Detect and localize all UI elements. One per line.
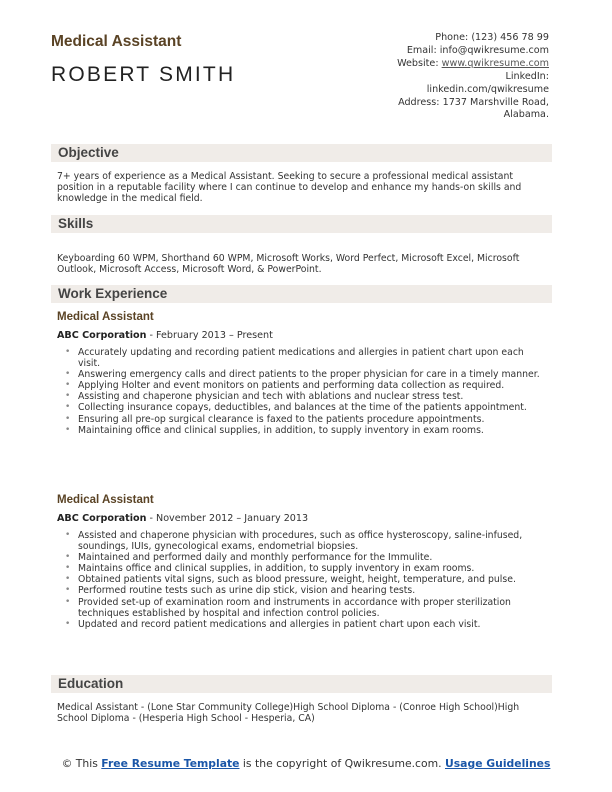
website-label: Website: xyxy=(397,57,439,69)
list-item: • Ensuring all pre-op surgical clearance is faxed to the patients procedure appointments. xyxy=(65,414,547,425)
job-1-bullet-list xyxy=(65,347,547,436)
address-line2: Alabama. xyxy=(503,109,549,121)
skills-heading: Skills xyxy=(58,216,94,231)
job-2-role: Medical Assistant xyxy=(57,494,154,506)
job-2-dates: - November 2012 – January 2013 xyxy=(146,513,309,524)
linkedin-label: LinkedIn: xyxy=(505,70,549,82)
list-item: • Maintained and performed daily and monthly performance for the Immulite. xyxy=(65,552,547,563)
job-1-company: ABC Corporation xyxy=(57,330,147,341)
job-1-employer xyxy=(57,330,273,341)
contact-email xyxy=(289,45,549,58)
objective-section-header xyxy=(51,144,552,162)
experience-heading: Work Experience xyxy=(58,286,168,301)
list-item: • Accurately updating and recording patient medications and allergies in patient chart upon each visit. xyxy=(65,347,547,369)
job-2-company: ABC Corporation xyxy=(57,513,147,524)
list-item: • Assisted and chaperone physician with procedures, such as office hysteroscopy, saline-infused, soundings, IUIs, gynecological exams, endometrial biopsies. xyxy=(65,530,547,552)
usage-guidelines-link[interactable]: Usage Guidelines xyxy=(444,757,551,770)
email-label: Email: xyxy=(406,44,437,56)
experience-section-header xyxy=(51,285,552,303)
contact-phone xyxy=(289,32,549,45)
list-item: • Obtained patients vital signs, such as blood pressure, weight, height, temperature, and pulse. xyxy=(65,574,547,585)
list-item: • Maintaining office and clinical supplies, in addition, to supply inventory in exam rooms. xyxy=(65,425,547,436)
list-item: • Updated and record patient medications and allergies in patient chart upon each visit. xyxy=(65,619,547,630)
website-link[interactable]: www.qwikresume.com xyxy=(441,57,549,69)
contact-address xyxy=(289,97,549,110)
list-item: • Provided set-up of examination room and instruments in accordance with proper sterilization techniques established by hospital and infection control policies. xyxy=(65,597,547,619)
education-text: Medical Assistant - (Lone Star Community College)High School Diploma - (Conroe High School)High School Diploma - (Hesperia High School - Hesperia, CA) xyxy=(57,702,520,725)
copyright-footer xyxy=(0,757,612,770)
free-resume-template-link[interactable]: Free Resume Template xyxy=(101,757,240,770)
footer-prefix: © This xyxy=(61,757,102,770)
skills-text: Keyboarding 60 WPM, Shorthand 60 WPM, Microsoft Works, Word Perfect, Microsoft Excel, Microsoft Outlook, Microsoft Access, Microsoft Word, & PowerPoint. xyxy=(57,253,520,276)
list-item: • Answering emergency calls and direct patients to the proper physician for care in a timely manner. xyxy=(65,369,547,380)
header-job-title: Medical Assistant xyxy=(51,33,182,50)
list-item: • Maintains office and clinical supplies, in addition, to supply inventory in exam rooms. xyxy=(65,563,547,574)
contact-block xyxy=(289,32,549,122)
address-label: Address: xyxy=(398,96,440,108)
job-1-role: Medical Assistant xyxy=(57,311,154,323)
job-2-employer xyxy=(57,513,308,524)
linkedin-value: linkedin.com/qwikresume xyxy=(426,83,549,95)
job-2-bullet-list xyxy=(65,530,547,630)
phone-value: (123) 456 78 99 xyxy=(471,32,549,43)
education-section-header xyxy=(51,675,552,693)
job-1-dates: - February 2013 – Present xyxy=(146,330,273,341)
candidate-name: ROBERT SMITH xyxy=(51,63,236,86)
list-item: • Collecting insurance copays, deductibles, and balances at the time of the patients appointment. xyxy=(65,402,547,413)
address-line1: 1737 Marshville Road, xyxy=(442,96,549,108)
footer-middle: is the copyright of Qwikresume.com. xyxy=(239,757,445,770)
skills-section-header xyxy=(51,215,552,233)
phone-label: Phone: xyxy=(435,32,469,43)
list-item: • Performed routine tests such as urine dip stick, vision and hearing tests. xyxy=(65,585,547,596)
list-item: • Assisting and chaperone physician and tech with ablations and nuclear stress test. xyxy=(65,391,547,402)
list-item: • Applying Holter and event monitors on patients and performing data collection as required. xyxy=(65,380,547,391)
objective-text: 7+ years of experience as a Medical Assistant. Seeking to secure a professional medical assistant position in a reputable facility where I can continue to develop and enhance my hands-on skills and knowledge in the medical field. xyxy=(57,171,522,205)
objective-heading: Objective xyxy=(58,145,119,160)
education-heading: Education xyxy=(58,676,124,691)
email-value: info@qwikresume.com xyxy=(439,44,549,56)
contact-website xyxy=(289,58,549,71)
